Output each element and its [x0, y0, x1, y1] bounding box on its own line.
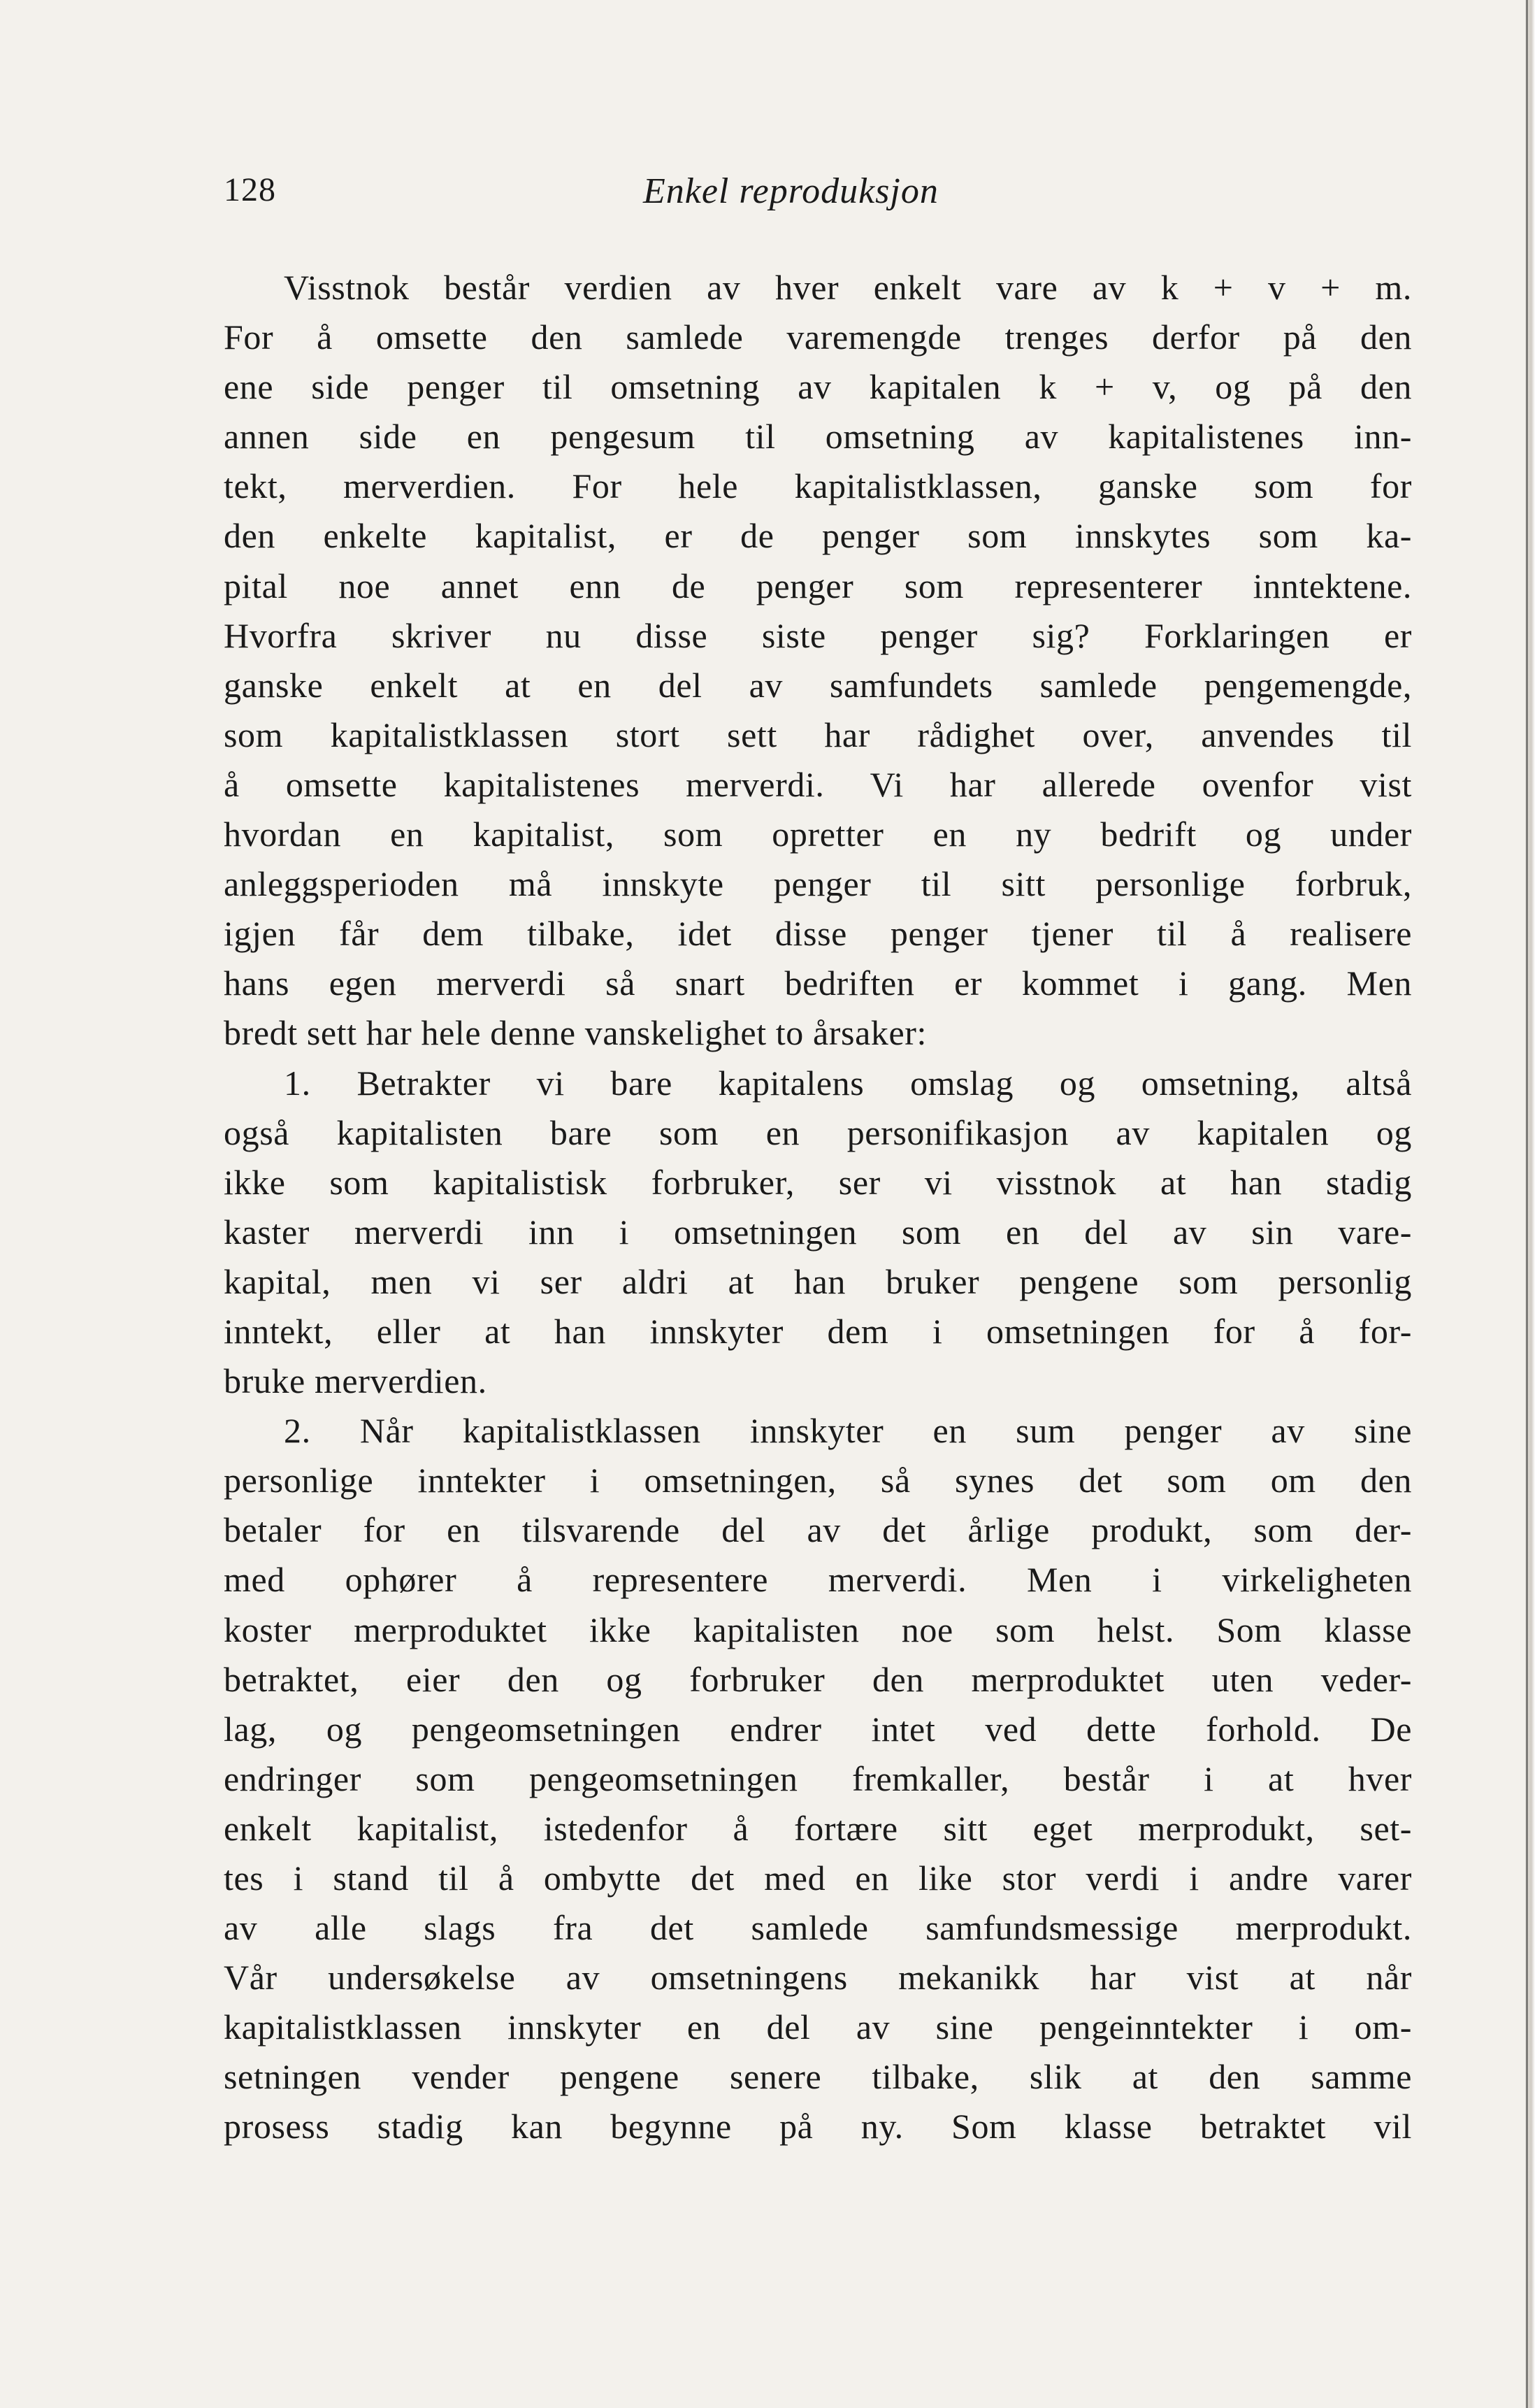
- text-line: lag, og pengeomsetningen endrer intet ved dette forhold. De: [224, 1709, 1412, 1749]
- text-line: 1. Betrakter vi bare kapitalens omslag og omsetning, altså: [284, 1063, 1412, 1103]
- page-header: [224, 171, 1412, 227]
- text-line: For å omsette den samlede varemengde trenges derfor på den: [224, 317, 1412, 357]
- text-line: anleggsperioden må innskyte penger til sitt personlige forbruk,: [224, 864, 1412, 904]
- text-line: som kapitalistklassen stort sett har rådighet over, anvendes til: [224, 715, 1412, 754]
- body-text: [224, 263, 1412, 2152]
- text-line: inntekt, eller at han innskyter dem i omsetningen for å for-: [224, 1311, 1412, 1351]
- text-line: igjen får dem tilbake, idet disse penger tjener til å realisere: [224, 914, 1412, 954]
- text-line: betraktet, eier den og forbruker den merproduktet uten veder-: [224, 1659, 1412, 1699]
- text-line: kaster merverdi inn i omsetningen som en del av sin vare-: [224, 1212, 1412, 1252]
- text-line: prosess stadig kan begynne på ny. Som klasse betraktet vil: [224, 2107, 1412, 2147]
- text-line: endringer som pengeomsetningen fremkaller, består i at hver: [224, 1758, 1412, 1798]
- text-line: 2. Når kapitalistklassen innskyter en sum penger av sine: [284, 1411, 1412, 1451]
- text-line: kapital, men vi ser aldri at han bruker pengene som personlig: [224, 1261, 1412, 1301]
- text-line: Hvorfra skriver nu disse siste penger sig? Forklaringen er: [224, 615, 1412, 655]
- text-line: av alle slags fra det samlede samfundsmessige merprodukt.: [224, 1908, 1412, 1948]
- text-line: tes i stand til å ombytte det med en like stor verdi i andre varer: [224, 1858, 1412, 1898]
- text-line: med ophører å representere merverdi. Men i virkeligheten: [224, 1560, 1412, 1600]
- text-line: betaler for en tilsvarende del av det årlige produkt, som der-: [224, 1510, 1412, 1550]
- text-line: annen side en pengesum til omsetning av kapitalistenes inn-: [224, 417, 1412, 457]
- text-line: den enkelte kapitalist, er de penger som innskytes som ka-: [224, 516, 1412, 556]
- running-title: Enkel reproduksjon: [643, 171, 939, 211]
- text-line: kapitalistklassen innskyter en del av sine pengeinntekter i om-: [224, 2007, 1412, 2047]
- text-line: koster merproduktet ikke kapitalisten noe som helst. Som klasse: [224, 1610, 1412, 1649]
- page-edge-line: [1526, 0, 1528, 2408]
- text-line: setningen vender pengene senere tilbake, slik at den samme: [224, 2057, 1412, 2097]
- text-line: hvordan en kapitalist, som opretter en ny bedrift og under: [224, 815, 1412, 854]
- text-line: personlige inntekter i omsetningen, så synes det som om den: [224, 1461, 1412, 1500]
- text-line: også kapitalisten bare som en personifikasjon av kapitalen og: [224, 1112, 1412, 1152]
- text-line: å omsette kapitalistenes merverdi. Vi har allerede ovenfor vist: [224, 764, 1412, 804]
- text-line: Visstnok består verdien av hver enkelt vare av k + v + m.: [284, 268, 1412, 307]
- text-line: bruke merverdien.: [224, 1361, 487, 1401]
- page-number: 128: [224, 171, 276, 208]
- text-line: ganske enkelt at en del av samfundets samlede pengemengde,: [224, 665, 1412, 705]
- text-line: bredt sett har hele denne vanskelighet to årsaker:: [224, 1013, 928, 1053]
- text-line: pital noe annet enn de penger som representerer inntektene.: [224, 566, 1412, 605]
- text-line: enkelt kapitalist, istedenfor å fortære sitt eget merprodukt, set-: [224, 1808, 1412, 1848]
- text-line: ene side penger til omsetning av kapitalen k + v, og på den: [224, 367, 1412, 407]
- text-line: Vår undersøkelse av omsetningens mekanikk har vist at når: [224, 1958, 1412, 1998]
- text-line: ikke som kapitalistisk forbruker, ser vi visstnok at han stadig: [224, 1162, 1412, 1202]
- text-line: hans egen merverdi så snart bedriften er kommet i gang. Men: [224, 963, 1412, 1003]
- text-line: tekt, merverdien. For hele kapitalistklassen, ganske som for: [224, 466, 1412, 506]
